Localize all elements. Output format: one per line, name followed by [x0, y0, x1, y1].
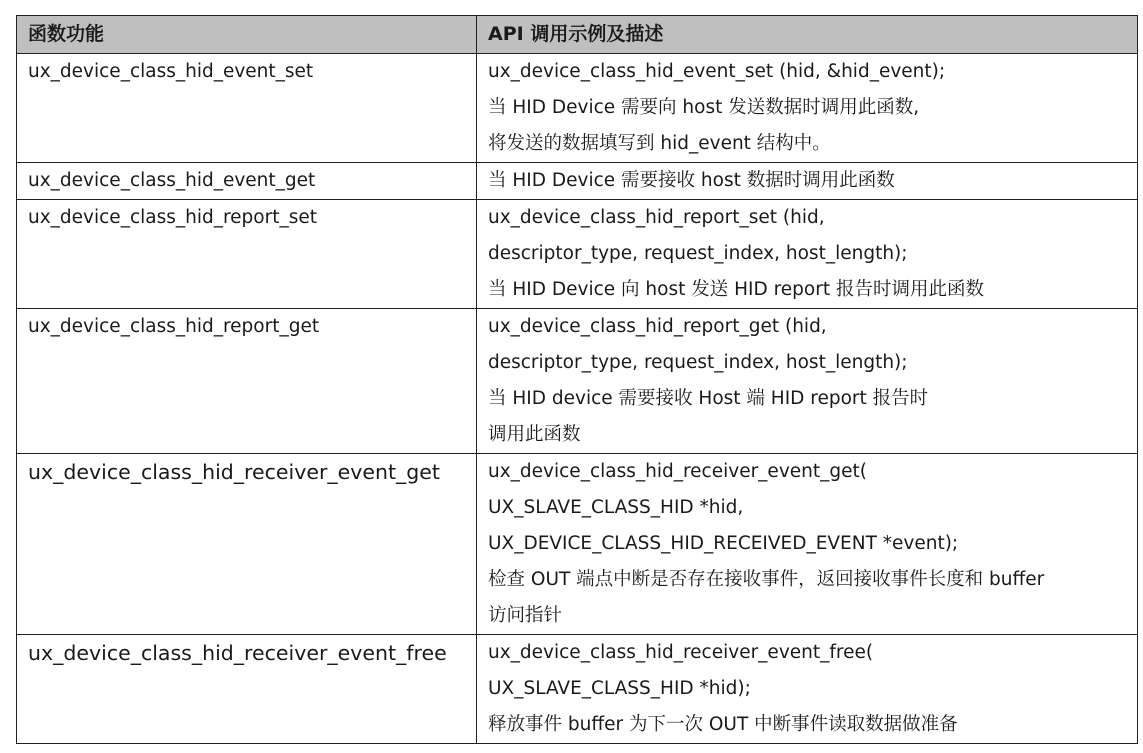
description-line: descriptor_type, request_index, host_length);	[488, 243, 908, 264]
function-name-cell: ux_device_class_hid_receiver_event_free	[17, 635, 477, 744]
description-line: ux_device_class_hid_report_get (hid,	[488, 316, 827, 337]
api-description-cell	[477, 54, 1138, 163]
header-function: 函数功能	[17, 16, 477, 54]
description-line: 当 HID Device 需要接收 host 数据时调用此函数	[488, 170, 895, 191]
table-row	[17, 635, 1138, 744]
header-row	[17, 16, 1138, 54]
description-line: ux_device_class_hid_receiver_event_free(	[488, 642, 874, 663]
description-line: descriptor_type, request_index, host_length);	[488, 352, 908, 373]
api-description-cell	[477, 309, 1138, 454]
table-row	[17, 200, 1138, 309]
function-name-cell: ux_device_class_hid_event_set	[17, 54, 477, 163]
description-line: 释放事件 buffer 为下一次 OUT 中断事件读取数据做准备	[488, 714, 958, 735]
table-row	[17, 54, 1138, 163]
description-line: 访问指针	[488, 605, 563, 626]
table-row	[17, 454, 1138, 635]
description-line: UX_DEVICE_CLASS_HID_RECEIVED_EVENT *event);	[488, 533, 959, 554]
function-name-cell: ux_device_class_hid_report_get	[17, 309, 477, 454]
function-name-cell: ux_device_class_hid_event_get	[17, 163, 477, 200]
description-line: 当 HID Device 向 host 发送 HID report 报告时调用此函数	[488, 279, 984, 300]
description-line: 检查 OUT 端点中断是否存在接收事件，返回接收事件长度和 buffer	[488, 569, 1045, 590]
description-line: ux_device_class_hid_event_set (hid, &hid_event);	[488, 61, 946, 82]
description-line: 当 HID Device 需要向 host 发送数据时调用此函数,	[488, 97, 920, 118]
function-name-cell: ux_device_class_hid_report_set	[17, 200, 477, 309]
api-description-cell	[477, 200, 1138, 309]
api-table	[16, 15, 1138, 744]
api-description-cell	[477, 163, 1138, 200]
description-line: 当 HID device 需要接收 Host 端 HID report 报告时	[488, 388, 929, 409]
api-description-cell	[477, 454, 1138, 635]
description-line: ux_device_class_hid_receiver_event_get(	[488, 461, 867, 482]
function-name-cell: ux_device_class_hid_receiver_event_get	[17, 454, 477, 635]
description-line: 调用此函数	[488, 424, 581, 445]
description-line: 将发送的数据填写到 hid_event 结构中。	[488, 133, 831, 154]
header-api-description: API 调用示例及描述	[477, 16, 1138, 54]
table-row	[17, 309, 1138, 454]
description-line: UX_SLAVE_CLASS_HID *hid);	[488, 678, 751, 699]
table-row	[17, 163, 1138, 200]
description-line: UX_SLAVE_CLASS_HID *hid,	[488, 497, 744, 518]
api-description-cell	[477, 635, 1138, 744]
description-line: ux_device_class_hid_report_set (hid,	[488, 207, 825, 228]
